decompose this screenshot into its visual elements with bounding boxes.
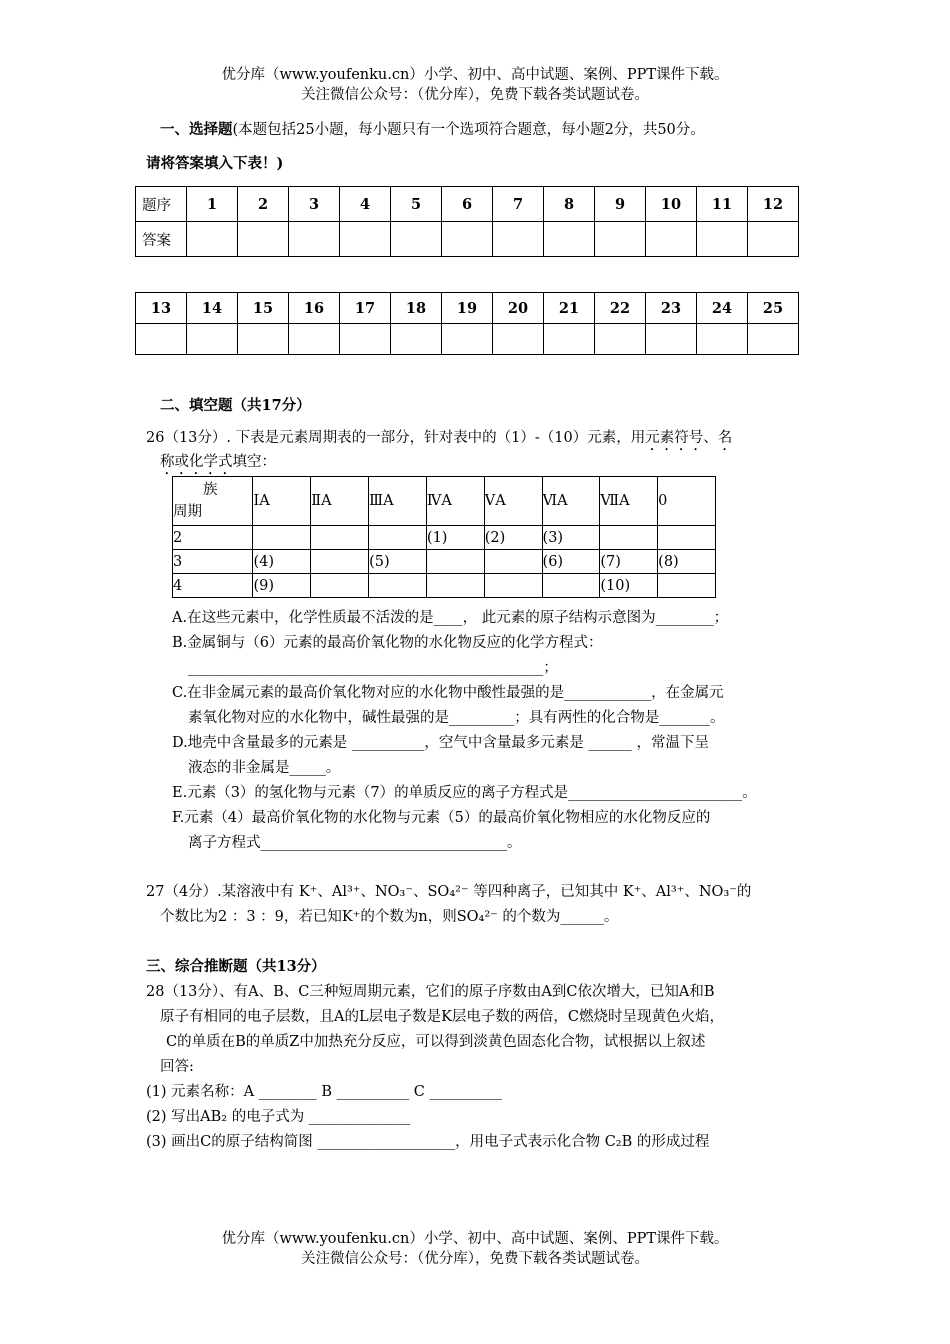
section1-note: 请将答案填入下表！) (146, 155, 284, 172)
q26-part-b-2: _________________________________________________； (188, 660, 558, 676)
question-number: 4 (340, 187, 391, 222)
element-cell (426, 550, 484, 574)
answer-cell[interactable] (544, 324, 595, 355)
question-number: 16 (289, 293, 340, 324)
q26-emphasis-2: 称或化学式 (160, 454, 233, 470)
element-cell (658, 526, 716, 550)
question-number: 25 (748, 293, 799, 324)
period-label: 4 (173, 574, 253, 598)
section3-title: 三、综合推断题（共13分） (146, 958, 326, 975)
header-line-2: 关注微信公众号：（优分库），免费下载各类试题试卷。 (301, 87, 649, 103)
question-number: 17 (340, 293, 391, 324)
q26-part-c-1: C.在非金属元素的最高价氧化物对应的水化物中酸性最强的是____________，在金属元 (172, 685, 724, 701)
question-number: 21 (544, 293, 595, 324)
question-number: 3 (289, 187, 340, 222)
table-row (136, 324, 799, 355)
row-label-order: 题序 (136, 187, 187, 222)
table-row (136, 187, 799, 222)
section1-title: 一、选择题 (160, 121, 233, 138)
q27-line-2: 个数比为2 ：3 ：9，若已知K⁺的个数为n，则SO₄²⁻ 的个数为______。 (160, 909, 619, 925)
table-row (173, 550, 716, 574)
q28-line-1: 28（13分）、有A、B、C三种短周期元素，它们的原子序数由A到C依次增大，已知A和B (146, 984, 715, 1000)
answer-cell[interactable] (289, 222, 340, 257)
question-number: 19 (442, 293, 493, 324)
q28-line-2: 原子有相同的电子层数，且A的L层电子数是K层电子数的两倍，C燃烧时呈现黄色火焰， (160, 1009, 725, 1025)
q28-line-4: 回答: (160, 1059, 194, 1075)
section1-heading (160, 118, 705, 142)
corner-group-label: 族 (203, 482, 218, 498)
question-number: 14 (187, 293, 238, 324)
answer-cell[interactable] (340, 222, 391, 257)
element-cell: (7) (600, 550, 658, 574)
question-number: 10 (646, 187, 697, 222)
q28-part-2: (2) 写出AB₂ 的电子式为 ______________ (146, 1109, 411, 1125)
element-cell (311, 526, 369, 550)
element-cell: (1) (426, 526, 484, 550)
answer-cell[interactable] (697, 324, 748, 355)
answer-cell[interactable] (748, 324, 799, 355)
question-number: 11 (697, 187, 748, 222)
section1-desc: (本题包括25小题，每小题只有一个选项符合题意，每小题2分，共50分。 (232, 122, 705, 138)
answer-cell[interactable] (442, 222, 493, 257)
q28-line-3: C的单质在B的单质Z中加热充分反应，可以得到淡黄色固态化合物，试根据以上叙述 (166, 1034, 706, 1050)
footer-line-2: 关注微信公众号：（优分库），免费下载各类试题试卷。 (301, 1251, 649, 1267)
question-number: 7 (493, 187, 544, 222)
group-header: ⅠA (253, 477, 311, 526)
q26-part-d-1: D.地壳中含量最多的元素是 __________，空气中含量最多元素是 ______ ，常温下呈 (172, 735, 710, 751)
q26-part-d-2: 液态的非金属是_____。 (188, 760, 341, 776)
corner-period-label: 周期 (173, 504, 202, 520)
q26-part-f-1: F.元素（4）最高价氧化物的水化物与元素（5）的最高价氧化物相应的水化物反应的 (172, 810, 711, 826)
question-number: 13 (136, 293, 187, 324)
element-cell (484, 550, 542, 574)
answer-cell[interactable] (238, 324, 289, 355)
q26-part-a: A.在这些元素中，化学性质最不活泼的是____， 此元素的原子结构示意图为________； (172, 610, 729, 626)
periodic-table (172, 476, 716, 598)
q26-suffix: 填空： (232, 454, 276, 470)
table-row (173, 574, 716, 598)
answer-cell[interactable] (646, 222, 697, 257)
corner-cell (173, 477, 253, 526)
element-cell (426, 574, 484, 598)
question-number: 15 (238, 293, 289, 324)
q26-part-b-1: B.金属铜与（6）元素的最高价氧化物的水化物反应的化学方程式： (172, 635, 603, 651)
answer-cell[interactable] (340, 324, 391, 355)
group-header: ⅣA (426, 477, 484, 526)
question-number: 9 (595, 187, 646, 222)
question-number: 2 (238, 187, 289, 222)
answer-cell[interactable] (595, 222, 646, 257)
answer-cell[interactable] (595, 324, 646, 355)
section2-title: 二、填空题（共17分） (160, 397, 311, 414)
question-number: 18 (391, 293, 442, 324)
element-cell (369, 574, 427, 598)
element-cell: (4) (253, 550, 311, 574)
table-row (173, 477, 716, 526)
question-number: 24 (697, 293, 748, 324)
element-cell: (8) (658, 550, 716, 574)
question-number: 22 (595, 293, 646, 324)
answer-cell[interactable] (697, 222, 748, 257)
element-cell: (2) (484, 526, 542, 550)
group-header: ⅤA (484, 477, 542, 526)
answer-cell[interactable] (544, 222, 595, 257)
group-header: ⅦA (600, 477, 658, 526)
q26-line-2 (160, 450, 276, 478)
element-cell (311, 550, 369, 574)
period-label: 2 (173, 526, 253, 550)
answer-cell[interactable] (187, 222, 238, 257)
answer-cell[interactable] (289, 324, 340, 355)
answer-cell[interactable] (748, 222, 799, 257)
footer-line-1: 优分库（www.youfenku.cn）小学、初中、高中试题、案例、PPT课件下载。 (221, 1231, 729, 1247)
q26-part-e: E.元素（3）的氢化物与元素（7）的单质反应的离子方程式是________________________。 (172, 785, 757, 801)
question-number: 8 (544, 187, 595, 222)
q27-line-1: 27（4分）.某溶液中有 K⁺、Al³⁺、NO₃⁻、SO₄²⁻ 等四种离子，已知其中 K⁺、Al³⁺、NO₃⁻的 (146, 884, 752, 900)
element-cell: (5) (369, 550, 427, 574)
q26-prefix: 26（13分）. 下表是元素周期表的一部分，针对表中的（1）-（10）元素，用 (146, 430, 646, 446)
element-cell (658, 574, 716, 598)
answer-table-1 (135, 186, 799, 257)
answer-cell[interactable] (391, 222, 442, 257)
element-cell (542, 574, 600, 598)
table-row (136, 222, 799, 257)
table-row (173, 526, 716, 550)
table-row (136, 293, 799, 324)
element-cell: (9) (253, 574, 311, 598)
element-cell (600, 526, 658, 550)
q26-part-c-2: 素氧化物对应的水化物中，碱性最强的是_________；具有两性的化合物是_______。 (188, 710, 725, 726)
group-header: ⅡA (311, 477, 369, 526)
question-number: 6 (442, 187, 493, 222)
question-number: 12 (748, 187, 799, 222)
q28-part-1: (1) 元素名称：A ________ B __________ C __________ (146, 1084, 502, 1100)
question-number: 20 (493, 293, 544, 324)
element-cell: (6) (542, 550, 600, 574)
answer-cell[interactable] (391, 324, 442, 355)
element-cell: (10) (600, 574, 658, 598)
answer-cell[interactable] (136, 324, 187, 355)
group-header: ⅢA (369, 477, 427, 526)
answer-cell[interactable] (646, 324, 697, 355)
question-number: 1 (187, 187, 238, 222)
header-line-1: 优分库（www.youfenku.cn）小学、初中、高中试题、案例、PPT课件下载。 (221, 67, 729, 83)
group-header: ⅥA (542, 477, 600, 526)
answer-cell[interactable] (493, 222, 544, 257)
element-cell (253, 526, 311, 550)
element-cell (484, 574, 542, 598)
answer-cell[interactable] (442, 324, 493, 355)
q26-emphasis-1: 元素符号、名 (645, 430, 733, 446)
row-label-answer: 答案 (136, 222, 187, 257)
answer-cell[interactable] (187, 324, 238, 355)
q28-part-3: (3) 画出C的原子结构简图 ___________________，用电子式表示化合物 C₂B 的形成过程 (146, 1134, 710, 1150)
question-number: 23 (646, 293, 697, 324)
element-cell: (3) (542, 526, 600, 550)
element-cell (369, 526, 427, 550)
answer-table-2 (135, 292, 799, 355)
question-number: 5 (391, 187, 442, 222)
q26-part-f-2: 离子方程式__________________________________。 (188, 835, 522, 851)
period-label: 3 (173, 550, 253, 574)
element-cell (311, 574, 369, 598)
answer-cell[interactable] (238, 222, 289, 257)
answer-cell[interactable] (493, 324, 544, 355)
group-header: 0 (658, 477, 716, 526)
